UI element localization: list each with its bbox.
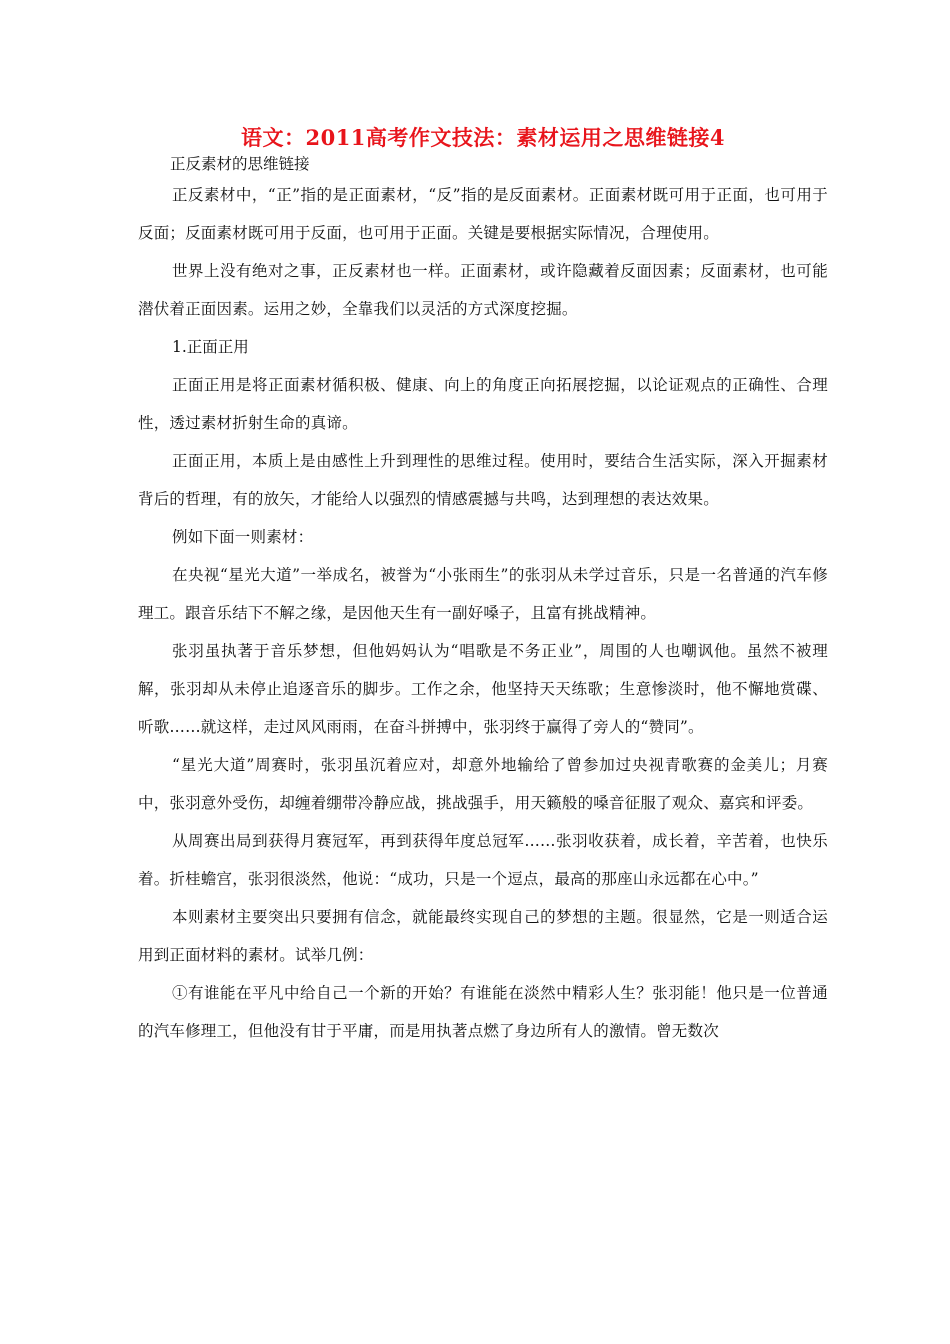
document-page	[138, 118, 828, 1050]
paragraph-10: 本则素材主要突出只要拥有信念，就能最终实现自己的梦想的主题。很显然，它是一则适合运用到正面材料的素材。试举几例：	[138, 908, 828, 964]
document-subtitle: 正反素材的思维链接	[170, 155, 310, 173]
paragraph-4: 正面正用，本质上是由感性上升到理性的思维过程。使用时，要结合生活实际，深入开掘素材背后的哲理，有的放矢，才能给人以强烈的情感震撼与共鸣，达到理想的表达效果。	[138, 452, 828, 508]
paragraph-11: ①有谁能在平凡中给自己一个新的开始？有谁能在淡然中精彩人生？张羽能！他只是一位普通的汽车修理工，但他没有甘于平庸，而是用执著点燃了身边所有人的激情。曾无数次	[138, 984, 828, 1040]
document-title: 语文：2011高考作文技法：素材运用之思维链接4	[240, 125, 726, 150]
paragraph-3: 正面正用是将正面素材循积极、健康、向上的角度正向拓展挖掘，以论证观点的正确性、合理性，透过素材折射生命的真谛。	[138, 376, 828, 432]
paragraph-2: 世界上没有绝对之事，正反素材也一样。正面素材，或许隐藏着反面因素；反面素材，也可能潜伏着正面因素。运用之妙，全靠我们以灵活的方式深度挖掘。	[138, 262, 828, 318]
paragraph-5: 例如下面一则素材：	[172, 528, 314, 546]
section-heading-1: 1.正面正用	[172, 338, 249, 356]
paragraph-7: 张羽虽执著于音乐梦想，但他妈妈认为“唱歌是不务正业”，周围的人也嘲讽他。虽然不被理解，张羽却从未停止追逐音乐的脚步。工作之余，他坚持天天练歌；生意惨淡时，他不懈地赏碟、听歌……就这样，走过风风雨雨，在奋斗拼搏中，张羽终于赢得了旁人的“赞同”。	[138, 642, 828, 736]
paragraph-8: “星光大道”周赛时，张羽虽沉着应对，却意外地输给了曾参加过央视青歌赛的金美儿；月赛中，张羽意外受伤，却缠着绷带冷静应战，挑战强手，用天籁般的嗓音征服了观众、嘉宾和评委。	[138, 756, 828, 812]
paragraph-1: 正反素材中，“正”指的是正面素材，“反”指的是反面素材。正面素材既可用于正面，也可用于反面；反面素材既可用于反面，也可用于正面。关键是要根据实际情况，合理使用。	[138, 186, 828, 242]
paragraph-6: 在央视“星光大道”一举成名，被誉为“小张雨生”的张羽从未学过音乐，只是一名普通的汽车修理工。跟音乐结下不解之缘，是因他天生有一副好嗓子，且富有挑战精神。	[138, 566, 828, 622]
paragraph-9: 从周赛出局到获得月赛冠军，再到获得年度总冠军……张羽收获着，成长着，辛苦着，也快乐着。折桂蟾宫，张羽很淡然，他说：“成功，只是一个逗点，最高的那座山永远都在心中。”	[138, 832, 828, 888]
